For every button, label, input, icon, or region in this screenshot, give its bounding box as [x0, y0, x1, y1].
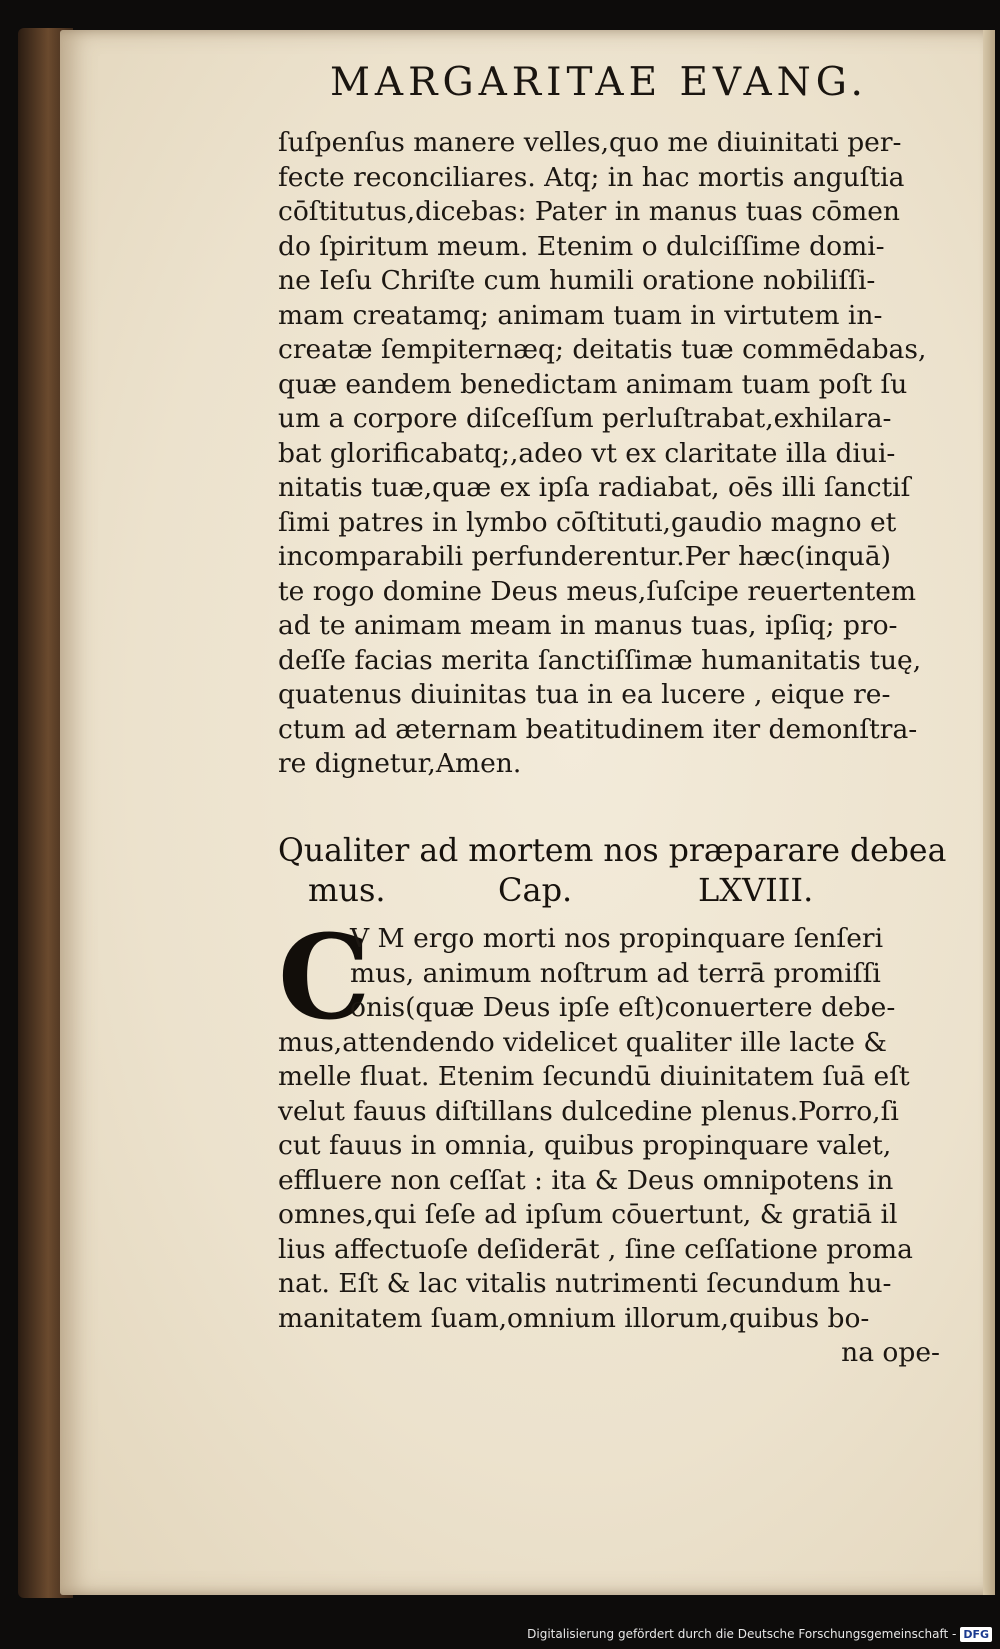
text-line: do ſpiritum meum. Etenim o dulciſſime domi- — [278, 230, 885, 262]
text-line: onis(quæ Deus ipſe eſt)conuertere debe- — [350, 992, 896, 1023]
text-line: melle fluat. Etenim ſecundū diuinitatem ſuā eſt — [278, 1061, 910, 1092]
text-line: deſſe facias merita ſanctiſſimæ humanitatis tuę, — [278, 644, 922, 676]
text-line: cōſtitutus,dicebas: Pater in manus tuas cōmen — [278, 196, 900, 227]
credit-text: Digitalisierung gefördert durch die Deutsche Forschungsgemeinschaft - — [527, 1627, 957, 1641]
text-line: manitatem ſuam,omnium illorum,quibus bo- — [278, 1302, 870, 1334]
text-line: velut fauus diſtillans dulcedine plenus.Porro,ſi — [278, 1095, 899, 1127]
chapter-text — [278, 910, 946, 1371]
text-line: nitatis tuæ,quæ ex ipſa radiabat, oēs illi ſanctiſ — [278, 472, 911, 503]
text-line: mus,attendendo videlicet qualiter ille lacte & — [278, 1026, 887, 1058]
running-title: MARGARITAE EVANG. — [330, 60, 868, 105]
text-line: mam creatamq; animam tuam in virtutem in- — [278, 299, 883, 331]
chapter-title-line-2 — [278, 870, 946, 910]
text-line: re dignetur,Amen. — [278, 748, 522, 779]
text-line: bat glorificabatq;,adeo vt ex claritate illa diui- — [278, 437, 896, 469]
text-line: quatenus diuinitas tua in ea lucere , eique re- — [278, 679, 891, 710]
body-text — [278, 126, 946, 782]
chapter-cap-label: Cap. — [498, 871, 573, 909]
drop-cap: C — [278, 910, 371, 1046]
text-line: nat. Eſt & lac vitalis nutrimenti ſecundum hu- — [278, 1268, 892, 1299]
text-line: mus, animum noſtrum ad terrā promiſſi — [350, 957, 881, 989]
text-line: lius affectuoſe deſiderāt , ſine ceſſatione proma — [278, 1233, 913, 1265]
text-line: incomparabili perfunderentur.Per hæc(inquā) — [278, 541, 892, 572]
digitization-credit — [527, 1623, 992, 1645]
page-edge — [983, 30, 995, 1595]
text-line: ctum ad æternam beatitudinem iter demonſtra- — [278, 713, 918, 745]
text-line: quæ eandem benedictam animam tuam poſt ſu — [278, 368, 908, 400]
text-line: um a corpore diſceſſum perluſtrabat,exhilara- — [278, 403, 892, 434]
text-line: fecte reconciliares. Atq; in hac mortis anguſtia — [278, 161, 905, 193]
text-line: ad te animam meam in manus tuas, ipſiq; pro- — [278, 610, 898, 641]
text-line: omnes,qui ſeſe ad ipſum cōuertunt, & gratiā il — [278, 1199, 898, 1230]
text-line: ne Ieſu Chriſte cum humili oratione nobiliſſi- — [278, 265, 876, 296]
text-line: ſuſpenſus manere velles,quo me diuinitati per- — [278, 127, 902, 158]
chapter-number: LXVIII. — [698, 871, 814, 909]
chapter-title-end: mus. — [308, 871, 386, 909]
text-line: creatæ ſempiternæq; deitatis tuæ commēdabas, — [278, 334, 927, 365]
chapter-heading — [278, 830, 946, 910]
text-line: cut fauus in omnia, quibus propinquare valet, — [278, 1130, 892, 1161]
catchword: na ope- — [841, 1337, 940, 1368]
text-line: ſimi patres in lymbo cōſtituti,gaudio magno et — [278, 506, 897, 538]
dfg-logo: DFG — [960, 1627, 992, 1642]
text-line: effluere non ceſſat : ita & Deus omnipotens in — [278, 1164, 894, 1196]
text-line: te rogo domine Deus meus,ſuſcipe reuertentem — [278, 575, 917, 607]
text-line: V M ergo morti nos propinquare ſenſeri — [350, 923, 884, 954]
chapter-title-line: Qualiter ad mortem nos præparare debea — [278, 831, 947, 869]
